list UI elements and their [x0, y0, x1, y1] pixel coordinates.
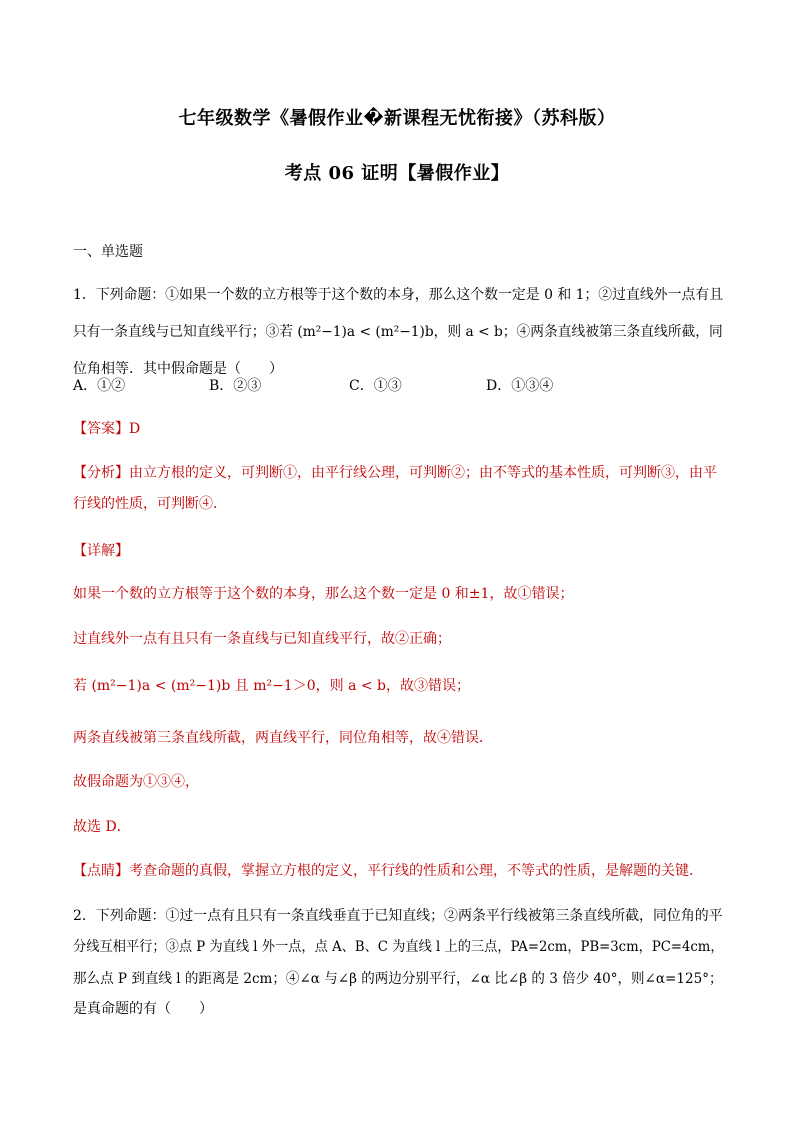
q1-option-c: C．①③: [349, 378, 402, 394]
q1-detail-label: 【详解】: [73, 543, 129, 559]
q1-detail-5: 故假命题为①③④，: [73, 774, 199, 790]
document-title: 七年级数学《暑假作业�新课程无忧衔接》（苏科版）: [178, 108, 616, 129]
q1-answer: 【答案】D: [73, 421, 141, 437]
q1-detail-3: 若 (m²−1)a < (m²−1)b 且 m²−1＞0，则 a < b，故③错误；: [73, 678, 471, 694]
q1-analysis-line-1: 【分析】由立方根的定义，可判断①，由平行线公理，可判断②；由不等式的基本性质，可判断③，由平: [73, 465, 717, 481]
q1-text-line-3: 位角相等．其中假命题是（ ）: [73, 361, 283, 377]
q2-text-line-3: 那么点 P 到直线 l 的距离是 2cm；④∠α 与∠β 的两边分别平行，∠α 比∠β 的 3 倍少 40°，则∠α=125°；: [73, 971, 723, 987]
q2-text-line-2: 分线互相平行；③点 P 为直线 l 外一点，点 A、B、C 为直线 l 上的三点，PA=2cm，PB=3cm，PC=4cm，: [73, 939, 724, 955]
q2-text-line-4: 是真命题的有（ ）: [73, 1001, 213, 1017]
q2-text-line-1: 2．下列命题：①过一点有且只有一条直线垂直于已知直线；②两条平行线被第三条直线所截，同位角的平: [73, 908, 723, 924]
q1-option-a: A．①②: [73, 378, 126, 394]
section-heading: 一、单选题: [73, 244, 143, 260]
q1-analysis-line-2: 行线的性质，可判断④．: [73, 496, 227, 512]
document-subtitle: 考点 06 证明【暑假作业】: [284, 163, 510, 184]
q1-detail-4: 两条直线被第三条直线所截，两直线平行，同位角相等，故④错误．: [73, 730, 493, 746]
q1-text-line-2: 只有一条直线与已知直线平行；③若 (m²−1)a < (m²−1)b，则 a < b；④两条直线被第三条直线所截，同: [73, 324, 723, 340]
q1-detail-6: 故选 D．: [73, 819, 131, 835]
q1-comment: 【点睛】考查命题的真假，掌握立方根的定义，平行线的性质和公理，不等式的性质，是解题的关键．: [73, 863, 703, 879]
q1-detail-2: 过直线外一点有且只有一条直线与已知直线平行，故②正确；: [73, 631, 451, 647]
q1-option-d: D．①③④: [486, 378, 554, 394]
q1-text-line-1: 1．下列命题：①如果一个数的立方根等于这个数的本身，那么这个数一定是 0 和 1；②过直线外一点有且: [73, 287, 724, 303]
q1-option-b: B．②③: [209, 378, 262, 394]
q1-detail-1: 如果一个数的立方根等于这个数的本身，那么这个数一定是 0 和±1，故①错误；: [73, 586, 574, 602]
